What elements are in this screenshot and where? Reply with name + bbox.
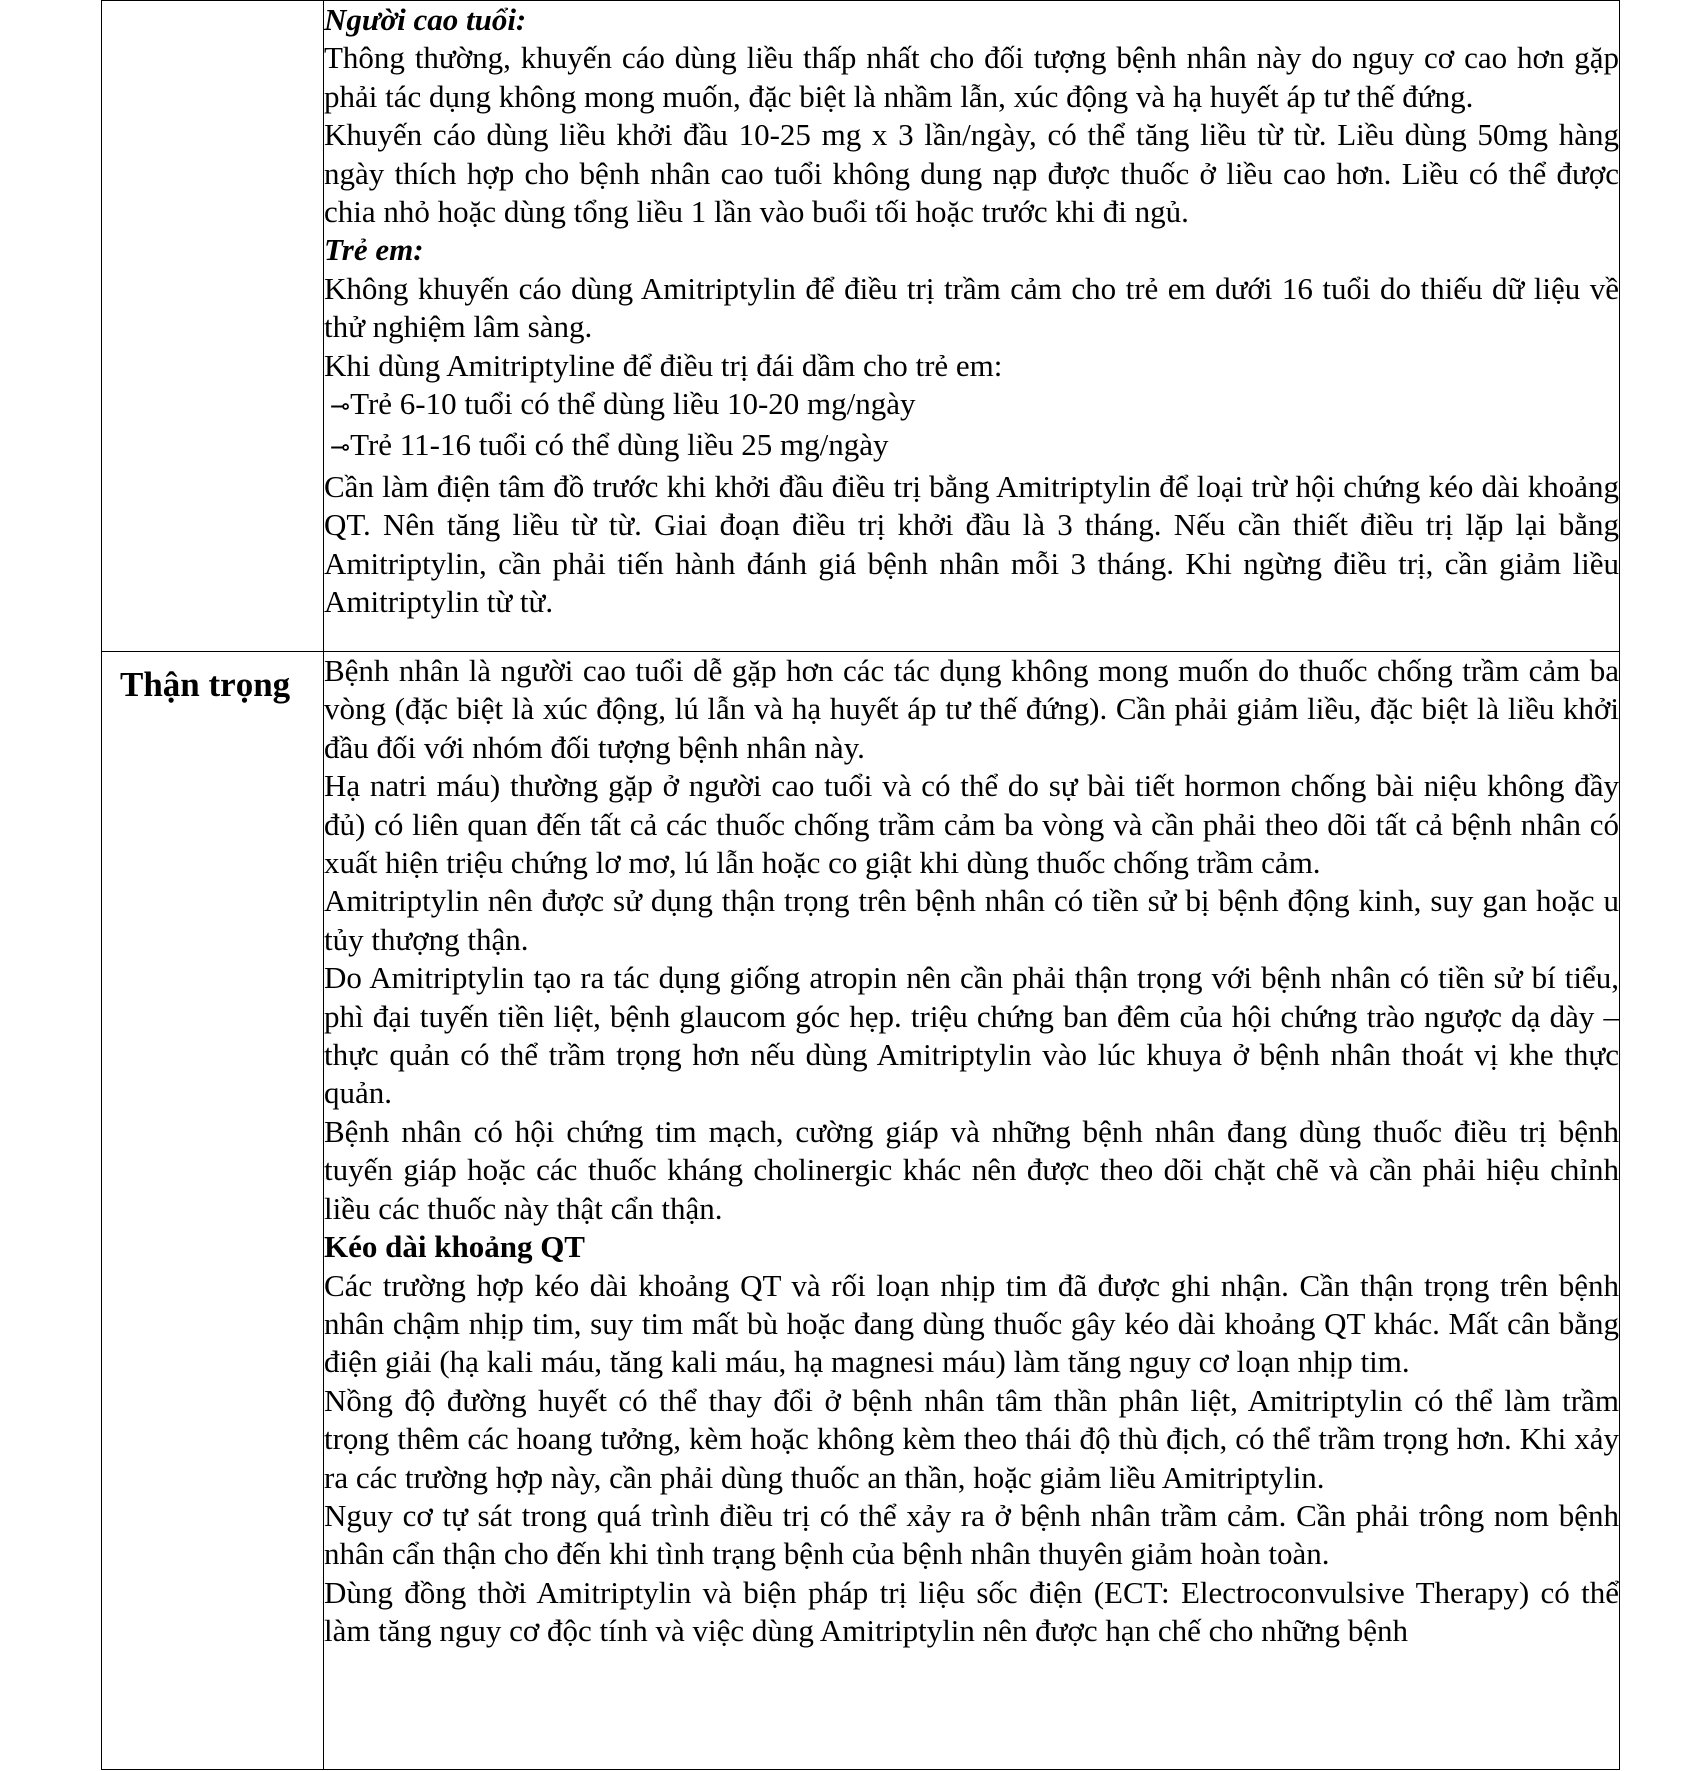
caution-paragraph-1: Bệnh nhân là người cao tuổi dễ gặp hơn các tác dụng không mong muốn do thuốc chống trầm cảm ba vòng (đặc biệt là xúc động, lú lẫn và hạ huyết áp tư thế đứng). Cần phải giảm liều, đặc biệt là liều khởi đầu đối với nhóm đối tượng bệnh nhân này.	[324, 653, 1619, 765]
bullet-text: Trẻ 6-10 tuổi có thể dùng liều 10-20 mg/ngày	[350, 386, 916, 422]
caution-paragraph-9: Dùng đồng thời Amitriptylin và biện pháp trị liệu sốc điện (ECT: Electroconvulsive Therapy) có thể làm tăng nguy cơ độc tính và việc dùng Amitriptylin nên được hạn chế cho những bệnh	[324, 1574, 1619, 1649]
children-paragraph-3: Cần làm điện tâm đồ trước khi khởi đầu điều trị bằng Amitriptylin để loại trừ hội chứng kéo dài khoảng QT. Nên tăng liều từ từ. Giai đoạn điều trị khởi đầu là 3 tháng. Nếu cần thiết điều trị lặp lại bằng Amitriptylin, cần phải tiến hành đánh giá bệnh nhân mỗi 3 tháng. Khi ngừng điều trị, cần giảm liều Amitriptylin từ từ.	[324, 468, 1619, 620]
caution-paragraph-8: Nguy cơ tự sát trong quá trình điều trị có thể xảy ra ở bệnh nhân trầm cảm. Cần phải trông nom bệnh nhân cẩn thận cho đến khi tình trạng bệnh của bệnh nhân thuyên giảm hoàn toàn.	[324, 1497, 1619, 1572]
elderly-paragraph-2: Khuyến cáo dùng liều khởi đầu 10-25 mg x 3 lần/ngày, có thể tăng liều từ từ. Liều dùng 50mg hàng ngày thích hợp cho bệnh nhân cao tuổi không dung nạp được thuốc ở liều cao hơn. Liều có thể được chia nhỏ hoặc dùng tổng liều 1 lần vào buổi tối hoặc trước khi đi ngủ.	[324, 117, 1619, 230]
elderly-paragraph-1: Thông thường, khuyến cáo dùng liều thấp nhất cho đối tượng bệnh nhân này do nguy cơ cao hơn gặp phải tác dụng không mong muốn, đặc biệt là nhầm lẫn, xúc động và hạ huyết áp tư thế đứng.	[324, 40, 1619, 114]
qt-heading: Kéo dài khoảng QT	[324, 1229, 585, 1265]
caution-paragraph-2: Hạ natri máu) thường gặp ở người cao tuổi và có thể do sự bài tiết hormon chống bài niệu không đầy đủ) có liên quan đến tất cả các thuốc chống trầm cảm ba vòng và cần phải theo dõi tất cả bệnh nhân có xuất hiện triệu chứng lơ mơ, lú lẫn hoặc co giật khi dùng thuốc chống trầm cảm.	[324, 768, 1619, 881]
caution-label-cell	[102, 652, 324, 1770]
table-row-caution	[102, 652, 1620, 1770]
caution-paragraph-7: Nồng độ đường huyết có thể thay đổi ở bệnh nhân tâm thần phân liệt, Amitriptylin có thể làm trầm trọng thêm các hoang tưởng, kèm hoặc không kèm theo thái độ thù địch, có thể trầm trọng hơn. Khi xảy ra các trường hợp này, cần phải dùng thuốc an thần, hoặc giảm liều Amitriptylin.	[324, 1382, 1619, 1495]
children-heading: Trẻ em:	[324, 232, 424, 268]
caution-content-cell	[324, 652, 1620, 1770]
row-label-cell-empty	[102, 1, 324, 652]
caution-label: Thận trọng	[120, 665, 291, 704]
elderly-heading: Người cao tuổi:	[324, 2, 527, 37]
list-item	[324, 426, 1619, 467]
drug-info-table	[101, 0, 1620, 1770]
bullet-icon: ⊸	[330, 435, 351, 462]
caution-paragraph-6: Các trường hợp kéo dài khoảng QT và rối loạn nhịp tim đã được ghi nhận. Cần thận trọng trên bệnh nhân chậm nhịp tim, suy tim mất bù hoặc đang dùng thuốc gây kéo dài khoảng QT khác. Mất cân bằng điện giải (hạ kali máu, tăng kali máu, hạ magnesi máu) làm tăng nguy cơ loạn nhịp tim.	[324, 1267, 1619, 1380]
bullet-text: Trẻ 11-16 tuổi có thể dùng liều 25 mg/ngày	[350, 427, 889, 463]
caution-paragraph-5: Bệnh nhân có hội chứng tim mạch, cường giáp và những bệnh nhân đang dùng thuốc điều trị bệnh tuyến giáp hoặc các thuốc kháng cholinergic khác nên được theo dõi chặt chẽ và cần phải hiệu chỉnh liều các thuốc này thật cẩn thận.	[324, 1113, 1619, 1226]
list-item	[324, 385, 1619, 426]
bullet-icon: ⊸	[330, 394, 351, 421]
caution-paragraph-3: Amitriptylin nên được sử dụng thận trọng trên bệnh nhân có tiền sử bị bệnh động kinh, suy gan hoặc u tủy thượng thận.	[324, 883, 1619, 957]
children-paragraph-1: Không khuyến cáo dùng Amitriptylin để điều trị trầm cảm cho trẻ em dưới 16 tuổi do thiếu dữ liệu về thử nghiệm lâm sàng.	[324, 270, 1619, 345]
dosage-content-cell	[324, 1, 1620, 652]
table-row-dosage	[102, 1, 1620, 652]
children-paragraph-2: Khi dùng Amitriptyline để điều trị đái dầm cho trẻ em:	[324, 347, 1003, 383]
caution-paragraph-4: Do Amitriptylin tạo ra tác dụng giống atropin nên cần phải thận trọng với bệnh nhân có tiền sử bí tiểu, phì đại tuyến tiền liệt, bệnh glaucom góc hẹp. triệu chứng ban đêm của hội chứng trào ngược dạ dày – thực quản có thể trầm trọng hơn nếu dùng Amitriptylin vào lúc khuya ở bệnh nhân thoát vị khe thực quản.	[324, 960, 1619, 1111]
